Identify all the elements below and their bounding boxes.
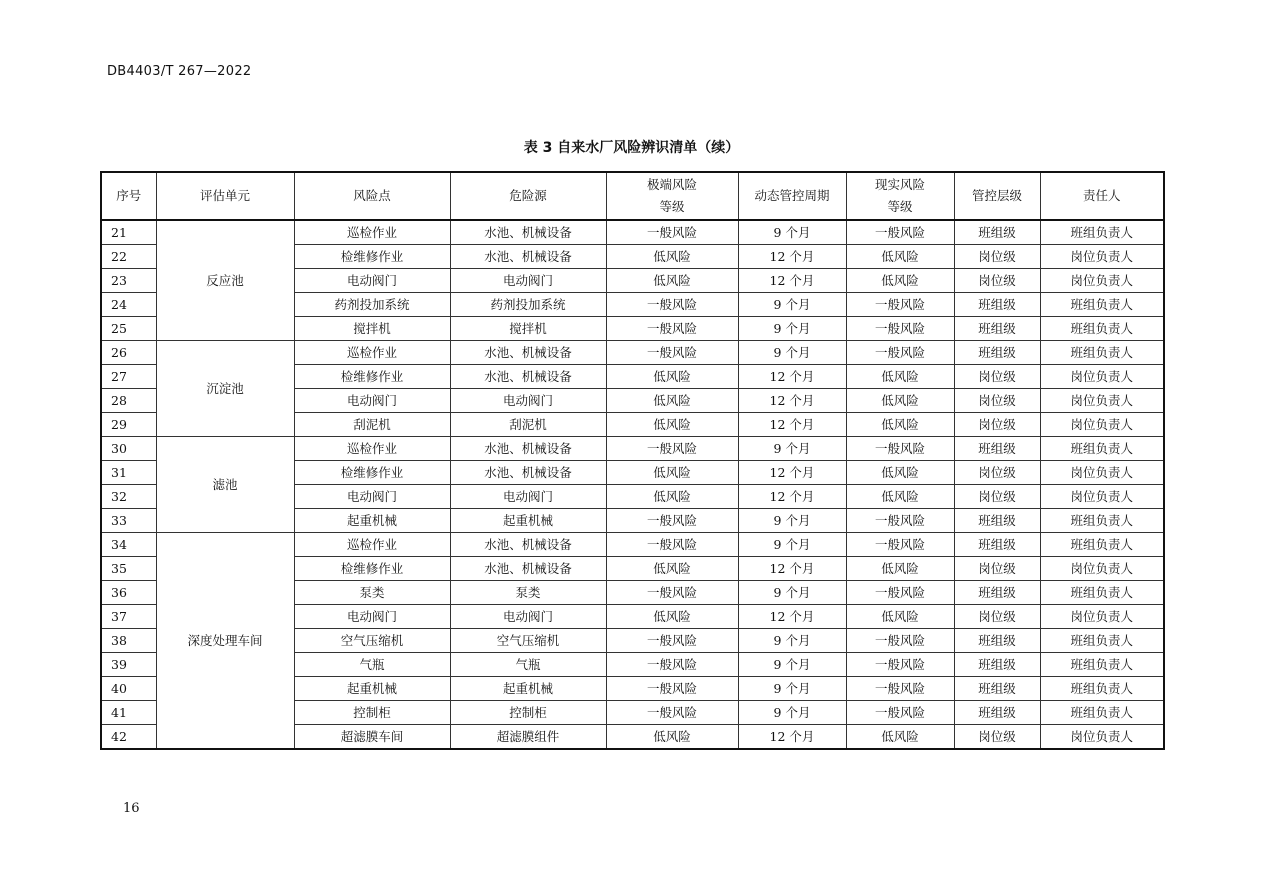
cell-actual-risk-level: 一般风险 — [846, 220, 954, 245]
cell-control-level: 班组级 — [954, 629, 1040, 653]
cell-extreme-risk-level: 一般风险 — [606, 509, 738, 533]
cell-actual-risk-level: 一般风险 — [846, 317, 954, 341]
cell-risk-point: 气瓶 — [294, 653, 450, 677]
cell-extreme-risk-level: 低风险 — [606, 461, 738, 485]
column-header-cycle: 动态管控周期 — [738, 172, 846, 220]
cell-responsible-person: 岗位负责人 — [1040, 365, 1164, 389]
cell-risk-point: 电动阀门 — [294, 389, 450, 413]
cell-hazard-source: 电动阀门 — [450, 389, 606, 413]
column-header-extreme-line2: 等级 — [659, 199, 685, 214]
cell-extreme-risk-level: 一般风险 — [606, 220, 738, 245]
cell-control-level: 岗位级 — [954, 269, 1040, 293]
cell-control-cycle: 12 个月 — [738, 605, 846, 629]
page-number: 16 — [123, 801, 140, 816]
cell-hazard-source: 电动阀门 — [450, 485, 606, 509]
column-header-unit: 评估单元 — [156, 172, 294, 220]
cell-control-level: 班组级 — [954, 677, 1040, 701]
cell-control-cycle: 12 个月 — [738, 485, 846, 509]
cell-extreme-risk-level: 一般风险 — [606, 677, 738, 701]
cell-hazard-source: 水池、机械设备 — [450, 220, 606, 245]
cell-extreme-risk-level: 一般风险 — [606, 581, 738, 605]
cell-control-level: 岗位级 — [954, 485, 1040, 509]
table-header — [101, 172, 1164, 220]
cell-extreme-risk-level: 一般风险 — [606, 293, 738, 317]
cell-responsible-person: 岗位负责人 — [1040, 605, 1164, 629]
cell-actual-risk-level: 低风险 — [846, 413, 954, 437]
cell-seq: 21 — [101, 220, 156, 245]
cell-responsible-person: 班组负责人 — [1040, 341, 1164, 365]
cell-control-cycle: 12 个月 — [738, 413, 846, 437]
cell-control-level: 班组级 — [954, 220, 1040, 245]
cell-control-level: 班组级 — [954, 293, 1040, 317]
cell-seq: 37 — [101, 605, 156, 629]
cell-assessment-unit: 滤池 — [156, 437, 294, 533]
cell-actual-risk-level: 一般风险 — [846, 653, 954, 677]
table-row — [101, 533, 1164, 557]
cell-actual-risk-level: 一般风险 — [846, 701, 954, 725]
cell-risk-point: 药剂投加系统 — [294, 293, 450, 317]
cell-actual-risk-level: 低风险 — [846, 269, 954, 293]
cell-hazard-source: 水池、机械设备 — [450, 245, 606, 269]
cell-risk-point: 检维修作业 — [294, 245, 450, 269]
cell-hazard-source: 起重机械 — [450, 509, 606, 533]
cell-extreme-risk-level: 低风险 — [606, 389, 738, 413]
cell-extreme-risk-level: 一般风险 — [606, 701, 738, 725]
cell-control-level: 岗位级 — [954, 461, 1040, 485]
cell-risk-point: 刮泥机 — [294, 413, 450, 437]
cell-control-cycle: 9 个月 — [738, 293, 846, 317]
cell-seq: 36 — [101, 581, 156, 605]
cell-seq: 28 — [101, 389, 156, 413]
cell-seq: 41 — [101, 701, 156, 725]
cell-risk-point: 电动阀门 — [294, 605, 450, 629]
cell-extreme-risk-level: 一般风险 — [606, 629, 738, 653]
cell-control-level: 班组级 — [954, 317, 1040, 341]
cell-responsible-person: 班组负责人 — [1040, 533, 1164, 557]
cell-hazard-source: 搅拌机 — [450, 317, 606, 341]
cell-extreme-risk-level: 一般风险 — [606, 317, 738, 341]
cell-seq: 27 — [101, 365, 156, 389]
cell-control-cycle: 9 个月 — [738, 509, 846, 533]
cell-responsible-person: 班组负责人 — [1040, 293, 1164, 317]
cell-seq: 39 — [101, 653, 156, 677]
cell-risk-point: 电动阀门 — [294, 485, 450, 509]
cell-extreme-risk-level: 低风险 — [606, 605, 738, 629]
cell-control-cycle: 9 个月 — [738, 701, 846, 725]
cell-seq: 24 — [101, 293, 156, 317]
table-row — [101, 437, 1164, 461]
cell-control-cycle: 12 个月 — [738, 461, 846, 485]
cell-control-cycle: 12 个月 — [738, 389, 846, 413]
cell-actual-risk-level: 一般风险 — [846, 677, 954, 701]
cell-risk-point: 起重机械 — [294, 509, 450, 533]
header-row — [101, 172, 1164, 220]
table-title: 表 3 自来水厂风险辨识清单（续） — [523, 140, 740, 156]
cell-extreme-risk-level: 一般风险 — [606, 653, 738, 677]
cell-extreme-risk-level: 低风险 — [606, 557, 738, 581]
cell-seq: 35 — [101, 557, 156, 581]
document-id: DB4403/T 267—2022 — [107, 64, 252, 79]
cell-responsible-person: 岗位负责人 — [1040, 269, 1164, 293]
cell-hazard-source: 电动阀门 — [450, 269, 606, 293]
cell-extreme-risk-level: 一般风险 — [606, 341, 738, 365]
cell-risk-point: 巡检作业 — [294, 341, 450, 365]
column-header-source: 危险源 — [450, 172, 606, 220]
cell-responsible-person: 岗位负责人 — [1040, 245, 1164, 269]
cell-control-cycle: 12 个月 — [738, 245, 846, 269]
column-header-level: 管控层级 — [954, 172, 1040, 220]
cell-control-level: 班组级 — [954, 437, 1040, 461]
cell-responsible-person: 岗位负责人 — [1040, 557, 1164, 581]
cell-risk-point: 搅拌机 — [294, 317, 450, 341]
risk-identification-table — [100, 171, 1165, 750]
cell-responsible-person: 班组负责人 — [1040, 701, 1164, 725]
cell-hazard-source: 水池、机械设备 — [450, 557, 606, 581]
cell-hazard-source: 药剂投加系统 — [450, 293, 606, 317]
cell-control-cycle: 9 个月 — [738, 653, 846, 677]
cell-control-level: 岗位级 — [954, 557, 1040, 581]
cell-actual-risk-level: 低风险 — [846, 605, 954, 629]
cell-hazard-source: 水池、机械设备 — [450, 341, 606, 365]
cell-actual-risk-level: 低风险 — [846, 365, 954, 389]
cell-responsible-person: 班组负责人 — [1040, 317, 1164, 341]
cell-extreme-risk-level: 低风险 — [606, 365, 738, 389]
table-row — [101, 341, 1164, 365]
cell-hazard-source: 刮泥机 — [450, 413, 606, 437]
cell-responsible-person: 岗位负责人 — [1040, 725, 1164, 750]
cell-seq: 30 — [101, 437, 156, 461]
cell-control-cycle: 9 个月 — [738, 341, 846, 365]
cell-control-level: 班组级 — [954, 533, 1040, 557]
cell-responsible-person: 班组负责人 — [1040, 581, 1164, 605]
column-header-seq: 序号 — [101, 172, 156, 220]
column-header-extreme-line1: 极端风险 — [646, 177, 697, 192]
cell-risk-point: 巡检作业 — [294, 533, 450, 557]
cell-control-cycle: 9 个月 — [738, 220, 846, 245]
cell-control-cycle: 9 个月 — [738, 533, 846, 557]
column-header-extreme-risk — [606, 172, 738, 220]
cell-risk-point: 电动阀门 — [294, 269, 450, 293]
cell-risk-point: 检维修作业 — [294, 557, 450, 581]
cell-extreme-risk-level: 一般风险 — [606, 437, 738, 461]
cell-seq: 23 — [101, 269, 156, 293]
cell-hazard-source: 水池、机械设备 — [450, 461, 606, 485]
cell-hazard-source: 水池、机械设备 — [450, 533, 606, 557]
cell-seq: 33 — [101, 509, 156, 533]
cell-control-level: 岗位级 — [954, 413, 1040, 437]
cell-risk-point: 控制柜 — [294, 701, 450, 725]
cell-responsible-person: 岗位负责人 — [1040, 485, 1164, 509]
cell-control-level: 班组级 — [954, 701, 1040, 725]
cell-control-cycle: 12 个月 — [738, 725, 846, 750]
column-header-actual-risk — [846, 172, 954, 220]
table-row — [101, 220, 1164, 245]
cell-actual-risk-level: 低风险 — [846, 485, 954, 509]
cell-responsible-person: 岗位负责人 — [1040, 413, 1164, 437]
cell-actual-risk-level: 低风险 — [846, 557, 954, 581]
cell-control-level: 岗位级 — [954, 725, 1040, 750]
cell-hazard-source: 起重机械 — [450, 677, 606, 701]
cell-control-level: 岗位级 — [954, 245, 1040, 269]
cell-control-level: 岗位级 — [954, 605, 1040, 629]
cell-risk-point: 巡检作业 — [294, 437, 450, 461]
cell-seq: 22 — [101, 245, 156, 269]
cell-hazard-source: 泵类 — [450, 581, 606, 605]
cell-seq: 42 — [101, 725, 156, 750]
cell-actual-risk-level: 低风险 — [846, 461, 954, 485]
cell-actual-risk-level: 一般风险 — [846, 629, 954, 653]
cell-actual-risk-level: 一般风险 — [846, 533, 954, 557]
cell-hazard-source: 电动阀门 — [450, 605, 606, 629]
cell-seq: 32 — [101, 485, 156, 509]
cell-control-cycle: 9 个月 — [738, 629, 846, 653]
cell-actual-risk-level: 一般风险 — [846, 437, 954, 461]
column-header-owner: 责任人 — [1040, 172, 1164, 220]
cell-extreme-risk-level: 低风险 — [606, 485, 738, 509]
cell-hazard-source: 控制柜 — [450, 701, 606, 725]
cell-control-cycle: 12 个月 — [738, 557, 846, 581]
cell-extreme-risk-level: 一般风险 — [606, 533, 738, 557]
cell-hazard-source: 空气压缩机 — [450, 629, 606, 653]
cell-actual-risk-level: 一般风险 — [846, 581, 954, 605]
cell-seq: 38 — [101, 629, 156, 653]
cell-seq: 34 — [101, 533, 156, 557]
cell-responsible-person: 班组负责人 — [1040, 220, 1164, 245]
cell-control-cycle: 9 个月 — [738, 317, 846, 341]
cell-responsible-person: 班组负责人 — [1040, 653, 1164, 677]
cell-risk-point: 超滤膜车间 — [294, 725, 450, 750]
column-header-actual-line2: 等级 — [887, 199, 913, 214]
cell-seq: 31 — [101, 461, 156, 485]
cell-hazard-source: 超滤膜组件 — [450, 725, 606, 750]
cell-responsible-person: 班组负责人 — [1040, 509, 1164, 533]
table-body — [101, 220, 1164, 749]
cell-hazard-source: 气瓶 — [450, 653, 606, 677]
cell-assessment-unit: 反应池 — [156, 220, 294, 341]
cell-control-level: 班组级 — [954, 581, 1040, 605]
cell-seq: 29 — [101, 413, 156, 437]
cell-responsible-person: 岗位负责人 — [1040, 389, 1164, 413]
cell-control-cycle: 12 个月 — [738, 269, 846, 293]
cell-seq: 26 — [101, 341, 156, 365]
cell-seq: 25 — [101, 317, 156, 341]
cell-actual-risk-level: 低风险 — [846, 389, 954, 413]
cell-control-level: 班组级 — [954, 341, 1040, 365]
column-header-actual-line1: 现实风险 — [874, 177, 925, 192]
cell-actual-risk-level: 一般风险 — [846, 509, 954, 533]
cell-responsible-person: 班组负责人 — [1040, 629, 1164, 653]
cell-risk-point: 检维修作业 — [294, 461, 450, 485]
cell-assessment-unit: 深度处理车间 — [156, 533, 294, 750]
cell-hazard-source: 水池、机械设备 — [450, 437, 606, 461]
cell-control-cycle: 9 个月 — [738, 581, 846, 605]
cell-risk-point: 巡检作业 — [294, 220, 450, 245]
cell-actual-risk-level: 低风险 — [846, 245, 954, 269]
cell-extreme-risk-level: 低风险 — [606, 269, 738, 293]
cell-control-level: 岗位级 — [954, 365, 1040, 389]
column-header-point: 风险点 — [294, 172, 450, 220]
cell-actual-risk-level: 一般风险 — [846, 293, 954, 317]
cell-hazard-source: 水池、机械设备 — [450, 365, 606, 389]
cell-control-cycle: 9 个月 — [738, 437, 846, 461]
cell-control-level: 班组级 — [954, 509, 1040, 533]
cell-actual-risk-level: 低风险 — [846, 725, 954, 750]
cell-control-level: 班组级 — [954, 653, 1040, 677]
cell-risk-point: 起重机械 — [294, 677, 450, 701]
cell-assessment-unit: 沉淀池 — [156, 341, 294, 437]
cell-control-cycle: 12 个月 — [738, 365, 846, 389]
cell-extreme-risk-level: 低风险 — [606, 413, 738, 437]
cell-responsible-person: 班组负责人 — [1040, 437, 1164, 461]
cell-control-level: 岗位级 — [954, 389, 1040, 413]
cell-seq: 40 — [101, 677, 156, 701]
cell-control-cycle: 9 个月 — [738, 677, 846, 701]
cell-extreme-risk-level: 低风险 — [606, 725, 738, 750]
cell-risk-point: 检维修作业 — [294, 365, 450, 389]
cell-extreme-risk-level: 低风险 — [606, 245, 738, 269]
cell-responsible-person: 班组负责人 — [1040, 677, 1164, 701]
cell-risk-point: 空气压缩机 — [294, 629, 450, 653]
cell-responsible-person: 岗位负责人 — [1040, 461, 1164, 485]
cell-actual-risk-level: 一般风险 — [846, 341, 954, 365]
cell-risk-point: 泵类 — [294, 581, 450, 605]
